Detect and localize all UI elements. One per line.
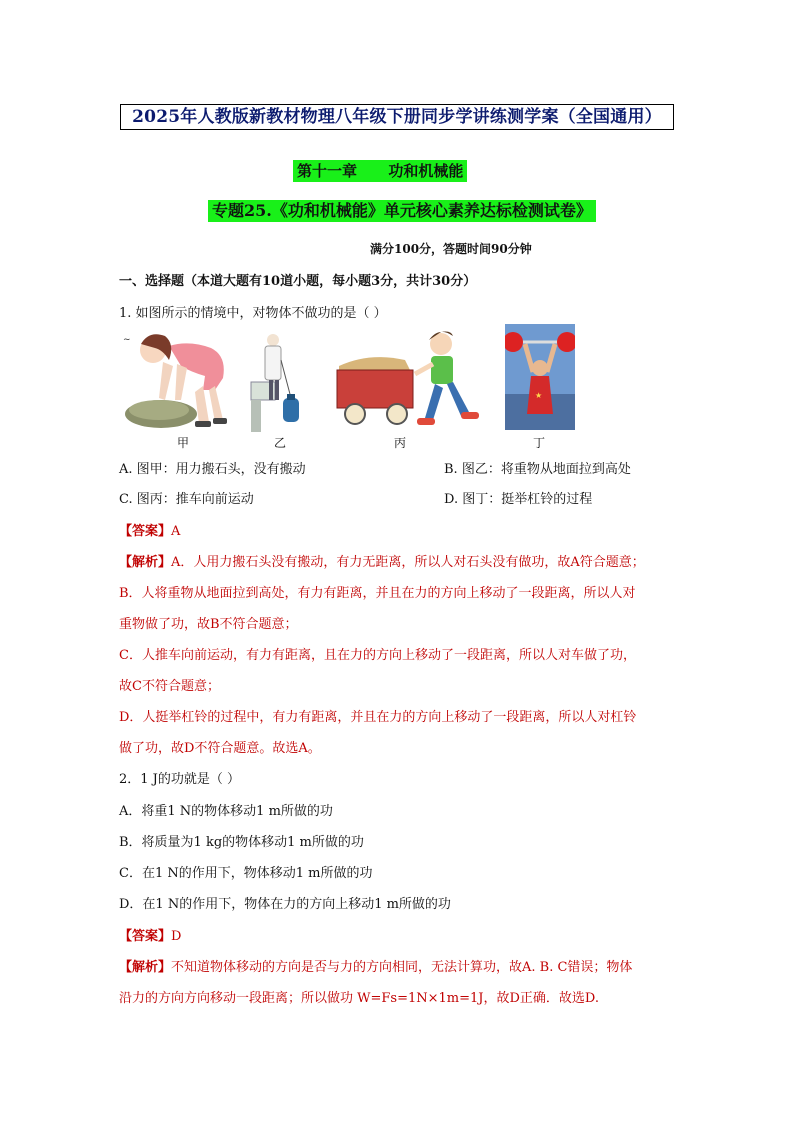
explanation-tag: 【解析】: [119, 960, 172, 975]
answer-tag: 【答案】: [119, 524, 172, 539]
figure-label-yi: 乙: [273, 436, 286, 450]
q1-explanation-line-7: 做了功，故D不符合题意。故选A。: [119, 741, 321, 756]
figure-pushing-cart: [329, 326, 489, 434]
q1-explanation-line-1: 【解析】A．人用力搬石头没有搬动，有力无距离，所以人对石头没有做功，故A符合题意；: [119, 555, 645, 570]
exam-info: 满分100分，答题时间90分钟: [370, 242, 532, 256]
q2-option-c: C．在1 N的作用下，物体移动1 m所做的功: [119, 866, 373, 881]
figure-label-bing: 丙: [393, 436, 406, 450]
document-title: 2025年人教版新教材物理八年级下册同步学讲练测学案（全国通用）: [120, 104, 674, 130]
section-heading: 一、选择题（本道大题有10道小题，每小题3分，共计30分）: [119, 274, 477, 289]
q1-option-c: C. 图丙：推车向前运动: [119, 492, 254, 507]
q1-option-d: D. 图丁：挺举杠铃的过程: [444, 492, 593, 507]
q1-explanation-line-2: B．人将重物从地面拉到高处，有力有距离，并且在力的方向上移动了一段距离，所以人对: [119, 586, 636, 601]
q1-explanation-line-4: C．人推车向前运动，有力有距离，且在力的方向上移动了一段距离，所以人对车做了功，: [119, 648, 636, 663]
q2-explanation-line-1: 【解析】不知道物体移动的方向是否与力的方向相同，无法计算功，故A. B. C错误；物体: [119, 960, 633, 975]
topic-heading: 专题25.《功和机械能》单元核心素养达标检测试卷》: [208, 200, 596, 222]
chapter-heading: 第十一章 功和机械能: [293, 160, 467, 182]
q1-figures: [119, 322, 589, 450]
figure-label-jia: 甲: [176, 436, 189, 450]
explanation-tag: 【解析】: [119, 555, 172, 570]
q2-explanation-line-2: 沿力的方向方向移动一段距离；所以做功 W=Fs=1N×1m=1J，故D正确．故选D.: [119, 991, 599, 1006]
q2-answer: [119, 925, 181, 944]
q2-stem: 2．1 J的功就是（ ）: [119, 772, 241, 787]
svg-text:★: ★: [535, 391, 543, 400]
figure-pulling-weight: [247, 330, 315, 434]
figure-weightlifter: [505, 324, 575, 430]
q1-option-a: A. 图甲：用力搬石头，没有搬动: [119, 462, 306, 477]
answer-tag: 【答案】: [119, 929, 172, 944]
q1-explanation-line-6: D．人挺举杠铃的过程中，有力有距离，并且在力的方向上移动了一段距离，所以人对杠铃: [119, 710, 637, 725]
q1-stem: 1. 如图所示的情境中，对物体不做功的是（ ）: [119, 306, 387, 321]
figure-lifting-rock: [119, 326, 239, 430]
q1-answer: [119, 520, 180, 539]
q2-option-a: A．将重1 N的物体移动1 m所做的功: [119, 804, 333, 819]
q1-option-b: B. 图乙：将重物从地面拉到高处: [444, 462, 631, 477]
answer-value: A: [171, 524, 181, 539]
answer-value: D: [171, 929, 182, 944]
q2-option-b: B．将质量为1 kg的物体移动1 m所做的功: [119, 835, 364, 850]
q1-explanation-line-5: 故C不符合题意；: [119, 679, 220, 694]
figure-label-ding: 丁: [532, 436, 545, 450]
q1-explanation-line-3: 重物做了功，故B不符合题意；: [119, 617, 298, 632]
svg-text:~: ~: [123, 335, 131, 345]
q2-option-d: D．在1 N的作用下，物体在力的方向上移动1 m所做的功: [119, 897, 451, 912]
